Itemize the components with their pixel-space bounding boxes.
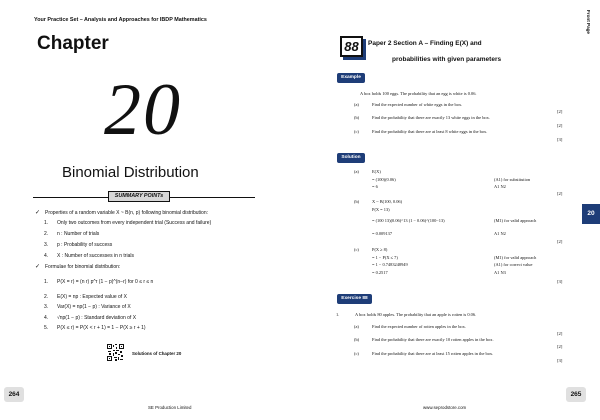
page-number-left: 264	[4, 387, 24, 402]
marks: [3]	[557, 279, 563, 284]
page-number-right: 265	[566, 387, 586, 402]
example-intro: A box holds 100 eggs. The probability that an egg is white is 0.06.	[360, 91, 477, 96]
solution-step: E(X)	[372, 169, 381, 174]
check-icon: ✓	[35, 264, 41, 270]
chapter-number: 20	[104, 69, 182, 151]
summary-points-tag: SUMMARY POINTs	[108, 191, 170, 202]
example-part-text: Find the expected number of white eggs in the box.	[372, 102, 463, 107]
exercise-label: Exercise 88	[337, 294, 372, 304]
formula-number: 5.	[44, 325, 49, 331]
section-number-badge: 88	[340, 36, 363, 57]
chapter-side-tab: 20	[582, 204, 600, 224]
publisher-footer: SE Production Limited	[148, 405, 192, 410]
formula-text: P(X = r) = (n r) p^r (1 − p)^(n−r) for 0 ≤ r ≤ n	[57, 279, 154, 285]
exercise-part-label: (c)	[354, 351, 359, 356]
solution-part-label: (a)	[354, 169, 359, 174]
check-icon: ✓	[35, 210, 41, 216]
summary-item-number: 3.	[44, 242, 49, 248]
solution-mark-note: A1 N2	[494, 184, 506, 189]
exercise-part-text: Find the probability that there are at least 15 rotten apples in the box.	[372, 351, 494, 356]
section-title-line-1: Paper 2 Section A – Finding E(X) and	[368, 40, 482, 47]
marks: [2]	[557, 123, 563, 128]
marks: [3]	[557, 358, 563, 363]
example-part-label: (b)	[354, 115, 360, 120]
formula-text: P(X ≤ r) = P(X < r + 1) = 1 − P(X ≥ r + 1)	[57, 325, 146, 331]
solution-mark-note: (A1) for substitution	[494, 177, 531, 182]
formula-text: E(X) = np : Expected value of X	[57, 294, 127, 300]
summary-formulae-heading: Formulae for binomial distribution:	[45, 264, 121, 270]
solution-step: = 6	[372, 184, 378, 189]
solution-label: Solution	[337, 153, 365, 163]
solution-step: P(X = 13)	[372, 207, 390, 212]
section-title-line-2: probabilities with given parameters	[392, 56, 502, 63]
summary-item-text: p : Probability of success	[57, 242, 113, 248]
exercise-part-label: (a)	[354, 324, 359, 329]
summary-item-number: 2.	[44, 231, 49, 237]
exercise-part-text: Find the probability that there are exactly 10 rotten apples in the box.	[372, 337, 494, 342]
solution-step: = (100)(0.06)	[372, 177, 396, 182]
summary-item-text: n : Number of trials	[57, 231, 100, 237]
solution-part-label: (c)	[354, 247, 359, 252]
formula-number: 4.	[44, 315, 49, 321]
chapter-title: Binomial Distribution	[62, 164, 199, 181]
summary-item-text: X : Number of successes in n trials	[57, 253, 134, 259]
solution-part-label: (b)	[354, 199, 360, 204]
formula-text: √np(1 − p) : Standard deviation of X	[57, 315, 137, 321]
formula-number: 2.	[44, 294, 49, 300]
formula-number: 1.	[44, 279, 49, 285]
chapter-label: Chapter	[37, 33, 109, 54]
example-label: Example	[337, 73, 365, 83]
solution-mark-note: A1 N3	[494, 270, 506, 275]
solution-mark-note: (A1) for correct value	[494, 262, 533, 267]
formula-text: Var(X) = np(1 − p) : Variance of X	[57, 304, 131, 310]
exercise-part-text: Find the expected number of rotten apples in the box.	[372, 324, 466, 329]
solution-step: = (100 13)(0.06)^13 (1 − 0.06)^(100−13)	[372, 218, 445, 223]
exercise-part-label: (b)	[354, 337, 360, 342]
solution-step: = 1 − P(X ≤ 7)	[372, 255, 398, 260]
marks: [3]	[557, 137, 563, 142]
front-page-label: Front Page	[586, 10, 591, 34]
marks: [2]	[557, 331, 563, 336]
summary-item-number: 4.	[44, 253, 49, 259]
website-footer: www.seprodstore.com	[423, 405, 467, 410]
example-part-label: (a)	[354, 102, 359, 107]
exercise-number: 1.	[336, 312, 340, 317]
solution-step: X ~ B(100, 0.06)	[372, 199, 403, 204]
qr-code-caption: Solutions of Chapter 20	[132, 351, 182, 356]
solution-mark-note: (M1) for valid approach	[494, 218, 537, 223]
exercise-intro: A box holds 80 apples. The probability that an apple is rotten is 0.06.	[355, 312, 477, 317]
marks: [2]	[557, 344, 563, 349]
example-part-label: (c)	[354, 129, 359, 134]
summary-item-text: Only two outcomes from every independent trial (Success and failure)	[57, 220, 212, 226]
solution-mark-note: (M1) for valid approach	[494, 255, 537, 260]
example-part-text: Find the probability that there are at least 8 white eggs in the box.	[372, 129, 488, 134]
solution-step: = 0.2517	[372, 270, 388, 275]
running-header: Your Practice Set – Analysis and Approaches for IBDP Mathematics	[34, 17, 207, 23]
marks: [2]	[557, 239, 563, 244]
summary-property-heading: Properties of a random variable X ~ B(n, p) following binomial distribution:	[45, 210, 208, 216]
formula-number: 3.	[44, 304, 49, 310]
solution-step: = 1 − 0.7483248949	[372, 262, 408, 267]
solution-mark-note: A1 N2	[494, 231, 506, 236]
example-part-text: Find the probability that there are exactly 13 white eggs in the box.	[372, 115, 490, 120]
qr-code-icon	[107, 344, 124, 361]
solution-step: = 0.009137	[372, 231, 393, 236]
marks: [2]	[557, 109, 563, 114]
solution-step: P(X ≥ 8)	[372, 247, 388, 252]
marks: [2]	[557, 191, 563, 196]
summary-item-number: 1.	[44, 220, 49, 226]
